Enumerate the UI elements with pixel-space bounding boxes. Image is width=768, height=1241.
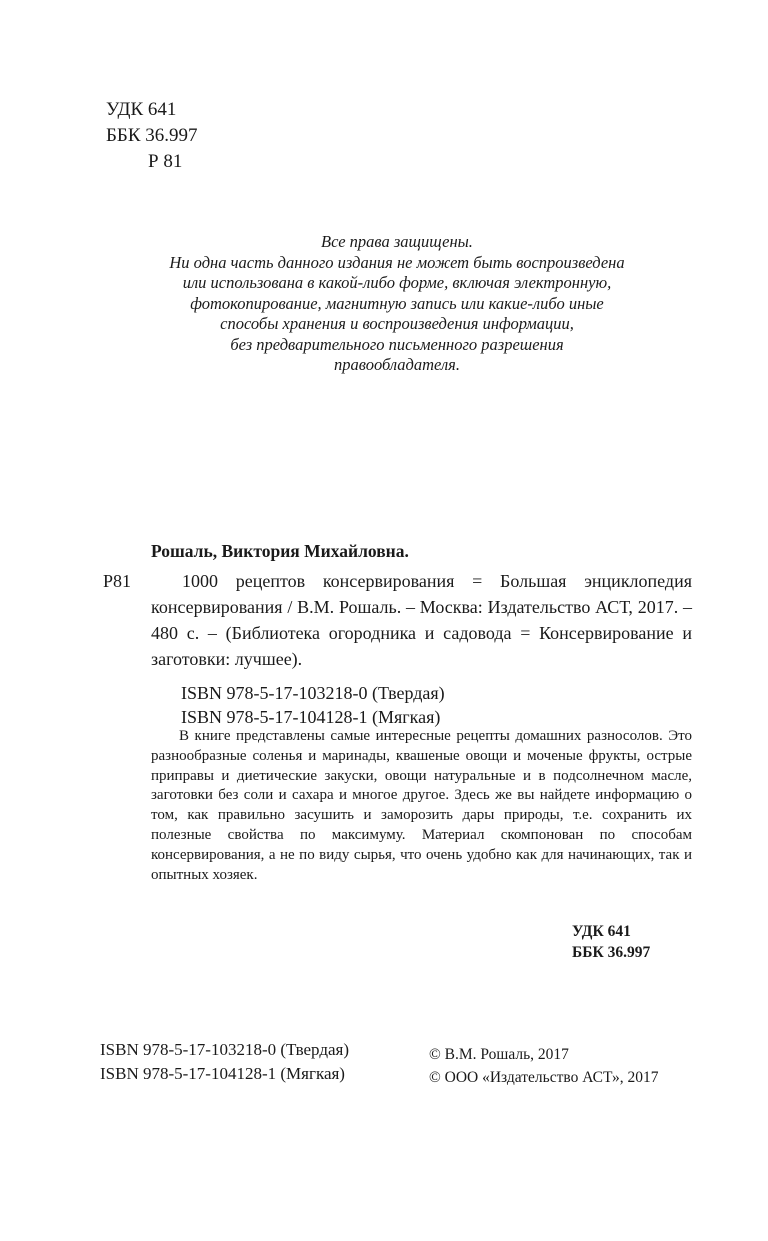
bibliographic-description (151, 568, 692, 672)
rights-line: без предварительного письменного разрешения (230, 334, 564, 354)
rights-notice (130, 232, 664, 376)
isbn-softcover: ISBN 978-5-17-104128-1 (Мягкая) (181, 707, 441, 727)
rights-line: способы хранения и воспроизведения информации, (220, 314, 574, 333)
footer-isbn-list (100, 1038, 349, 1086)
copyright-author: © В.М. Рошаль, 2017 (429, 1046, 569, 1063)
isbn-hardcover: ISBN 978-5-17-103218-0 (Твердая) (181, 683, 445, 703)
isbn-hardcover: ISBN 978-5-17-103218-0 (Твердая) (100, 1040, 349, 1059)
udk-code: УДК 641 (106, 99, 177, 120)
rights-line: правообладателя. (334, 355, 460, 374)
book-abstract (151, 727, 692, 885)
rights-line: Все права защищены. (321, 232, 473, 251)
abstract-text: В книге представлены самые интересные рецепты домашних разносолов. Это разнообразные соленья и маринады, квашеные овощи и моченые фрукты, острые приправы и диетические закуски, овощи натуральные и в подсолнечном масле, заготовки без соли и сахара и многое другое. Здесь же вы найдете информацию о том, как правильно засушить и заморозить дары природы, т.е. сохранить их полезные свойства по максимуму. Материал скомпонован по способам консервирования, а не по виду сырья, что очень удобно как для начинающих, так и опытных хозяек. (151, 728, 692, 883)
bbk-code: ББК 36.997 (106, 125, 198, 146)
isbn-softcover: ISBN 978-5-17-104128-1 (Мягкая) (100, 1064, 345, 1083)
isbn-list (181, 681, 445, 729)
author-heading: Рошаль, Виктория Михайловна. (151, 541, 409, 561)
copyright-publisher: © ООО «Издательство АСТ», 2017 (429, 1069, 659, 1086)
copyright-notice (429, 1043, 659, 1089)
udk-code: УДК 641 (572, 923, 631, 940)
rights-line: или использована в какой-либо форме, включая электронную, (182, 273, 612, 292)
classification-codes-top (106, 97, 198, 175)
author-mark: Р 81 (148, 151, 183, 172)
classification-codes-bottom (572, 921, 692, 963)
description-text: 1000 рецептов консервирования = Большая энциклопедия консервирования / В.М. Рошаль. – Москва: Издательство АСТ, 2017. – 480 с. – (Библиотека огородника и садовода = Консервирование и заготовки: лучшее). (151, 571, 692, 669)
rights-line: фотокопирование, магнитную запись или какие-либо иные (190, 293, 604, 313)
rights-line: Ни одна часть данного издания не может быть воспроизведена (169, 252, 625, 272)
biblio-author-mark: Р81 (103, 571, 132, 591)
bbk-code: ББК 36.997 (572, 944, 651, 961)
